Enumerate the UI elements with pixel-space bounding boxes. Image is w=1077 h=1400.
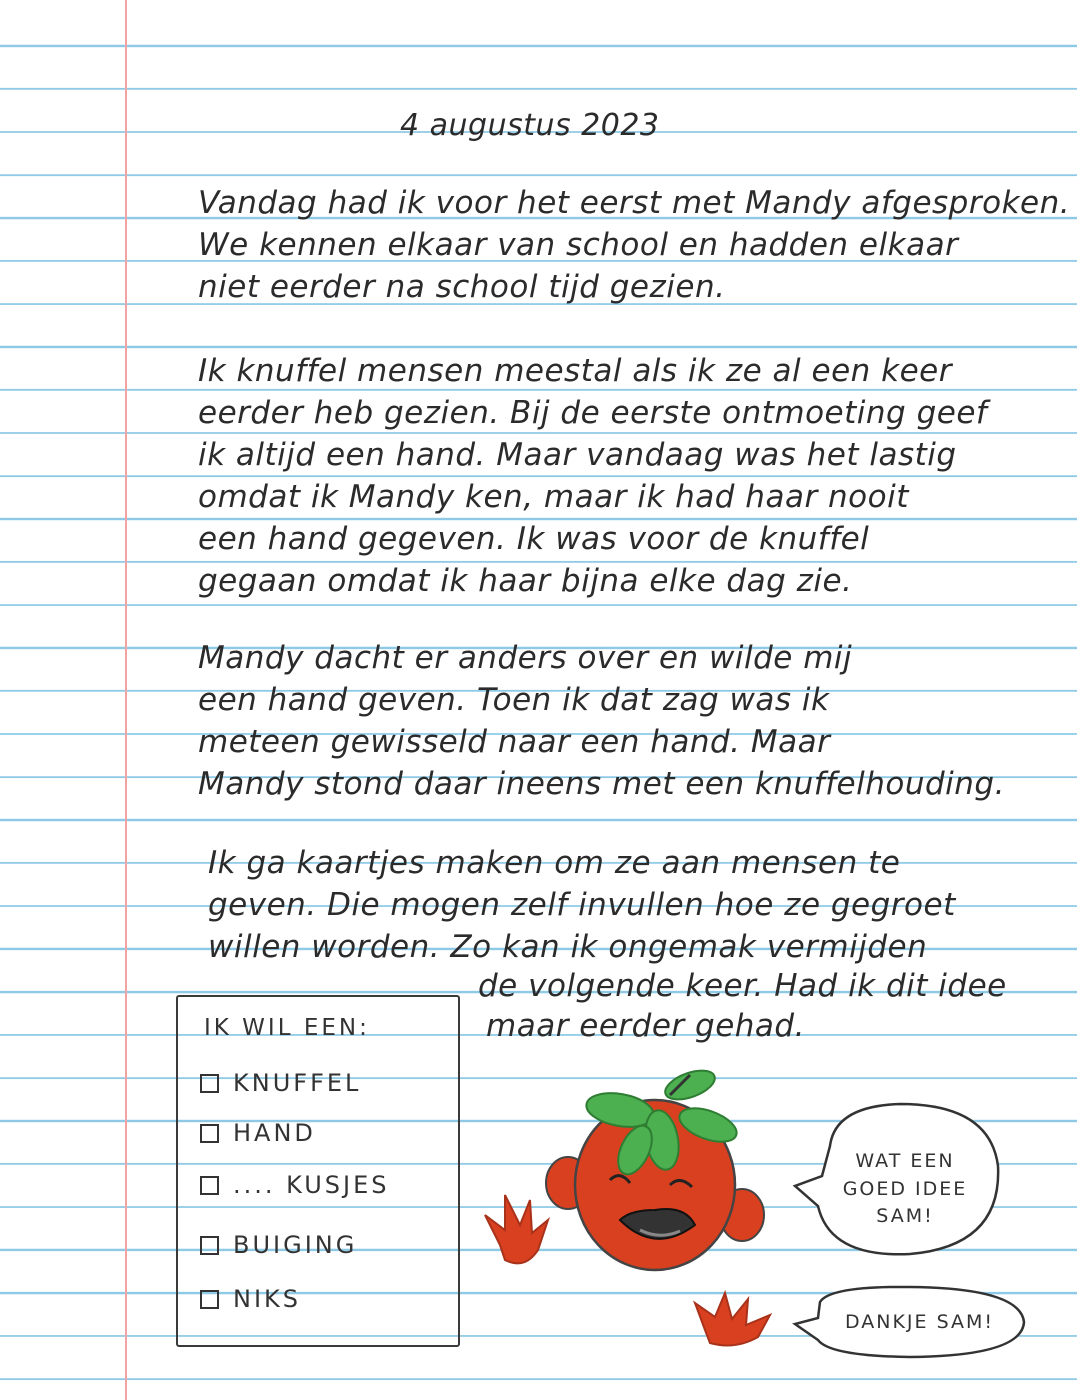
checkbox-icon bbox=[200, 1290, 219, 1309]
diary-line: een hand gegeven. Ik was voor de knuffel bbox=[198, 521, 870, 557]
diary-line: Vandag had ik voor het eerst met Mandy afgesproken. bbox=[198, 185, 1071, 221]
right-hand-icon bbox=[695, 1293, 770, 1345]
bubble-text-bottom: DANKJE SAM! bbox=[844, 1311, 995, 1333]
card-option bbox=[200, 1069, 361, 1097]
card-option bbox=[200, 1231, 357, 1259]
checkbox-icon bbox=[200, 1074, 219, 1093]
diary-line: maar eerder gehad. bbox=[486, 1008, 805, 1044]
greeting-card bbox=[176, 995, 460, 1347]
card-title: IK WIL EEN: bbox=[204, 1015, 370, 1041]
diary-line: Mandy stond daar ineens met een knuffelhouding. bbox=[198, 766, 1005, 802]
diary-line: omdat ik Mandy ken, maar ik had haar nooit bbox=[198, 479, 909, 515]
card-option-label: BUIGING bbox=[233, 1231, 358, 1259]
bubble-line: SAM! bbox=[876, 1205, 934, 1228]
left-hand-icon bbox=[485, 1195, 548, 1263]
card-option bbox=[200, 1171, 390, 1199]
card-option-label: .... KUSJES bbox=[233, 1171, 390, 1199]
diary-line: ik altijd een hand. Maar vandaag was het lastig bbox=[198, 437, 957, 473]
checkbox-icon bbox=[200, 1176, 219, 1195]
margin-line bbox=[125, 0, 127, 1400]
card-option-label: HAND bbox=[233, 1119, 316, 1147]
checkbox-icon bbox=[200, 1124, 219, 1143]
diary-line: geven. Die mogen zelf invullen hoe ze gegroet bbox=[208, 887, 956, 923]
diary-line: eerder heb gezien. Bij de eerste ontmoeting geef bbox=[198, 395, 988, 431]
checkbox-icon bbox=[200, 1236, 219, 1255]
bubble-text-top bbox=[830, 1148, 980, 1231]
diary-line: We kennen elkaar van school en hadden elkaar bbox=[198, 227, 959, 263]
card-option bbox=[200, 1285, 301, 1313]
diary-date: 4 augustus 2023 bbox=[400, 108, 660, 143]
diary-line: de volgende keer. Had ik dit idee bbox=[478, 968, 1007, 1004]
card-option-label: NIKS bbox=[233, 1285, 302, 1313]
diary-line: niet eerder na school tijd gezien. bbox=[198, 269, 726, 305]
diary-line: een hand geven. Toen ik dat zag was ik bbox=[198, 682, 830, 718]
card-option bbox=[200, 1119, 316, 1147]
card-option-label: KNUFFEL bbox=[233, 1069, 362, 1097]
tomato-mascot bbox=[480, 1055, 780, 1355]
diary-line: Ik ga kaartjes maken om ze aan mensen te bbox=[208, 845, 901, 881]
diary-line: gegaan omdat ik haar bijna elke dag zie. bbox=[198, 563, 853, 599]
bubble-line: WAT EEN bbox=[855, 1150, 955, 1172]
bubble-line: GOED IDEE bbox=[842, 1177, 968, 1200]
diary-line: Ik knuffel mensen meestal als ik ze al een keer bbox=[198, 353, 952, 389]
diary-line: willen worden. Zo kan ik ongemak vermijden bbox=[208, 929, 928, 965]
diary-line: Mandy dacht er anders over en wilde mij bbox=[198, 640, 853, 676]
diary-line: meteen gewisseld naar een hand. Maar bbox=[198, 724, 831, 760]
